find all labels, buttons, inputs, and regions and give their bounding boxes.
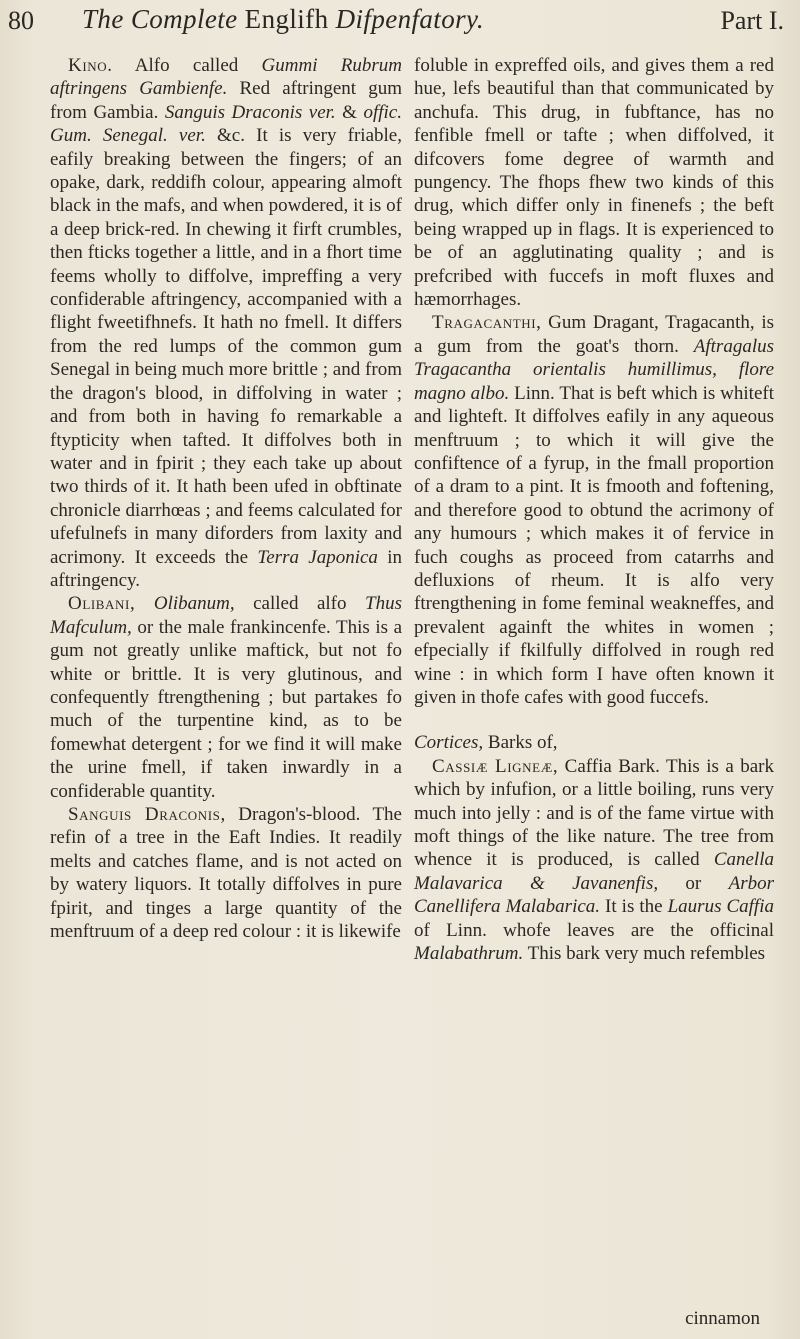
running-title xyxy=(82,4,484,35)
title-part-3: Difpenfatory. xyxy=(335,4,485,34)
entry-cassia: Cassiæ Ligneæ, Caffia Bark. This is a bark which by infufion, or a little boiling, runs very much into jelly : and is of the fame virtue with moft things of the like nature. The tree from whence it is produced, is called Canella Malavarica & Javanenfis, or Arbor Canellifera Malabarica. It is the Laurus Caffia of Linn. whofe leaves are the officinal Malabathrum. This bark very much refembles xyxy=(414,755,774,965)
title-part-1: The Complete xyxy=(82,4,238,34)
catchword: cinnamon xyxy=(685,1308,760,1329)
entry-heading: Tragacanthi, xyxy=(432,312,542,334)
right-column xyxy=(414,54,774,965)
left-column xyxy=(50,54,402,943)
entry-kino: Kino. Alfo called Gummi Rubrum aftringens Gambienfe. Red aftringent gum from Gambia. Sanguis Draconis ver. & offic. Gum. Senegal. ver. &c. It is very friable, eafily breaking between the fingers; of an opake, dark, reddifh colour, appearing almoft black in the mafs, and when powdered, it is of a deep brick-red. In chewing it firft crumbles, then fticks together a little, and in a fhort time feems wholly to diffolve, impreffing a very confiderable aftringency, accompanied with a flight fweetifhnefs. It hath no fmell. It differs from the red lumps of the common gum Senegal in being much more brittle ; and from the dragon's blood, in diffolving in water ; and from both in having fo remarkable a ftypticity when tafted. It diffolves both in water and in fpirit ; they each take up about two thirds of it. It hath been ufed in obftinate chronicle diarrhœas ; and feems calculated for ufefulnefs in many diforders from laxity and acrimony. It exceeds the Terra Japonica in aftringency. xyxy=(50,55,403,591)
entry-olibani: Olibani, Olibanum, called alfo Thus Mafculum, or the male frankincenfe. This is a gum not greatly unlike maftick, but not fo white or brittle. It is very glutinous, and confequently ftrengthening ; but partakes fo much of the turpentine kind, as to be fomewhat detergent ; for we find it will make the urine fmell, if taken inwardly in a confiderable quantity. xyxy=(50,593,402,802)
section-heading-cortices: Cortices, Barks of, xyxy=(414,732,558,754)
section-gap xyxy=(414,709,774,731)
page-number: 80 xyxy=(8,6,34,35)
continued-text: foluble in expreffed oils, and gives them a red hue, lefs beautiful than that communicated by anchufa. This drug, in fubftance, has no fenfible fmell or tafte ; when diffolved, it difcovers fome degree of warmth and pungency. The fhops fhew two kinds of this drug, which differ only in finenefs ; the beft being wrapped up in flags. It is experienced to be of an agglutinating quality ; and is prefcribed with fuccefs in moft fluxes and hæmorrhages. xyxy=(414,55,774,311)
entry-heading: Sanguis Draconis, xyxy=(68,804,226,825)
entry-heading: Olibani, xyxy=(68,593,136,615)
entry-heading: Cassiæ Ligneæ, xyxy=(432,755,559,777)
running-header xyxy=(0,0,800,44)
entry-heading: Kino. xyxy=(68,55,113,76)
title-part-2: Englifh xyxy=(237,4,336,34)
part-label: Part I. xyxy=(720,6,784,35)
entry-sanguis-draconis: Sanguis Draconis, Dragon's-blood. The refin of a tree in the Eaft Indies. It readily melts and catches flame, and is not acted on by watery liquors. It totally diffolves in pure fpirit, and tinges a large quantity of the menftruum of a deep red colour : it is likewife xyxy=(50,804,402,943)
entry-tragacanth: Tragacanthi, Gum Dragant, Tragacanth, is a gum from the goat's thorn. Aftragalus Tragacantha orientalis humillimus, flore magno albo. Linn. That is beft which is whiteft and lighteft. It diffolves eafily in any aqueous menftruum ; to which it will give the confiftence of a fyrup, in the fmall proportion of a dram to a pint. It is fmooth and foftening, and therefore good to obtund the acrimony of any humours ; which makes it of fervice in fuch coughs as proceed from catarrhs and defluxions of rheum. It is alfo very ftrengthening in fome feminal weakneffes, and prevalent againft the whites in women ; efpecially if fkilfully diffolved in rough red wine : in which form I have often known it given in thofe cafes with good fuccefs. xyxy=(414,312,774,708)
